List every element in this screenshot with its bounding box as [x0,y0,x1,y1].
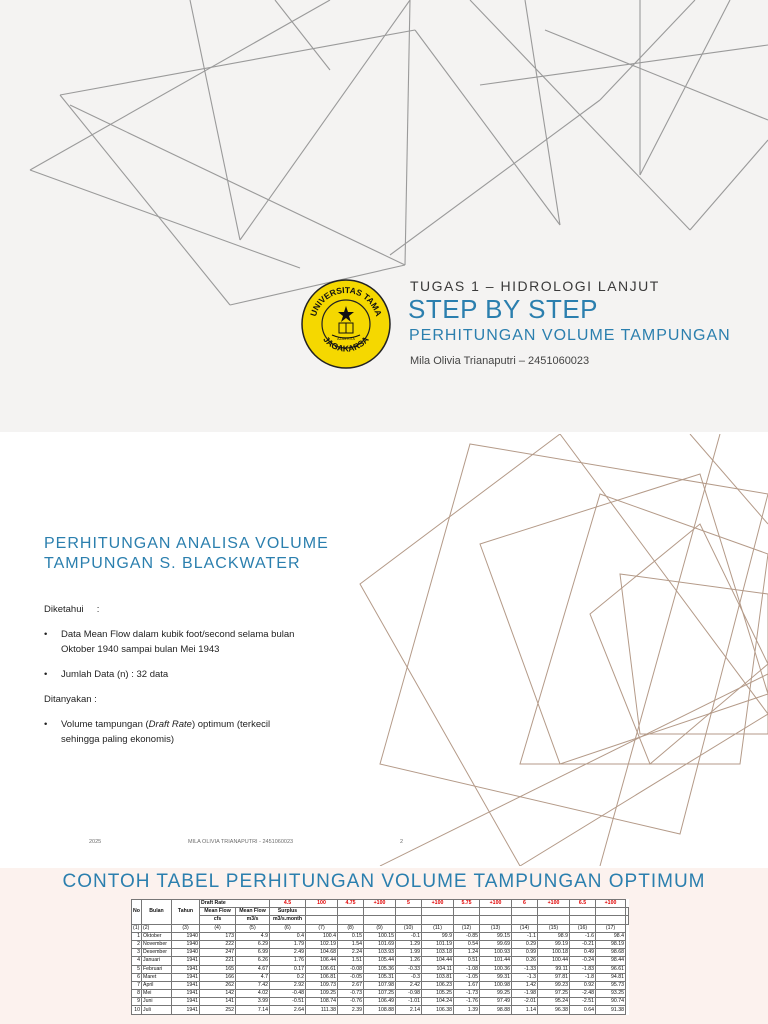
table-cell: -0.73 [338,990,364,998]
index-cell: (15) [538,924,570,932]
table-cell: 104.44 [422,957,454,965]
table-cell: 0.15 [338,932,364,940]
index-cell: (7) [306,924,338,932]
table-row [132,973,629,981]
table-cell: 96.61 [596,965,626,973]
table-cell: 1.42 [512,981,538,989]
table-cell: -0.76 [338,998,364,1006]
draft-rate-value: 4.5 [270,900,306,908]
table-cell: 1.24 [454,949,480,957]
table-cell: 221 [200,957,236,965]
table-cell: 5 [132,965,142,973]
diketahui-label: Diketahui : [44,604,100,615]
table-cell: 1940 [172,932,200,940]
table-cell: 2.39 [338,1006,364,1014]
table-cell: -1.01 [396,998,422,1006]
logo-text-top: UNIVERSITAS TAMA [308,284,384,318]
header-cell: Tahun [172,900,200,925]
logo-text-bottom: JAGAKARSA [321,334,371,354]
table-cell: -0.85 [454,932,480,940]
index-cell: (4) [200,924,236,932]
table-cell: 141 [200,998,236,1006]
table-cell: -0.21 [570,940,596,948]
table-cell: 100.93 [480,949,512,957]
index-cell: (5) [236,924,270,932]
table-cell: -2.01 [512,998,538,1006]
table-cell: 0.4 [270,932,306,940]
table-cell: 8 [132,990,142,998]
table-cell: 100.4 [306,932,338,940]
table-cell: 109.25 [306,990,338,998]
table-cell: 101.69 [364,940,396,948]
table-cell: 2.92 [270,981,306,989]
ditanyakan-label: Ditanyakan : [44,694,97,705]
table-cell: 99.23 [538,981,570,989]
header-cell: Surplus [270,908,306,916]
table-cell: 4.7 [236,973,270,981]
index-cell: (14) [512,924,538,932]
table-cell: -1.08 [454,965,480,973]
table-cell: 100.15 [364,932,396,940]
table-cell: 1941 [172,957,200,965]
table-cell: 101.44 [480,957,512,965]
table-cell: -1.76 [454,998,480,1006]
table-cell: 247 [200,949,236,957]
table-cell: 0.49 [570,949,596,957]
table-cell: 105.36 [364,965,396,973]
slide-title [44,534,364,574]
table-cell: 94.81 [596,973,626,981]
bullet-text-italic: Draft Rate [148,719,192,730]
table-row [132,940,629,948]
table-cell: 98.19 [596,940,626,948]
table-cell: -1.98 [512,990,538,998]
logo-motto: AZAS KITA [337,337,355,341]
table-cell: 4.02 [236,990,270,998]
table-cell: Oktober [142,932,172,940]
table-cell: November [142,940,172,948]
table-cell: 1.79 [270,940,306,948]
university-logo [301,279,391,369]
table-cell: 6.26 [236,957,270,965]
table-cell: 1.99 [396,949,422,957]
index-cell: (3) [172,924,200,932]
table-cell: -1.3 [512,973,538,981]
table-row [132,949,629,957]
table-cell: 3.99 [236,998,270,1006]
table-cell: 1.51 [338,957,364,965]
table-cell: 106.81 [306,973,338,981]
table-row [132,998,629,1006]
table-cell: 105.25 [422,990,454,998]
table-cell: 4.9 [236,932,270,940]
draft-rate-value: 100 [306,900,338,908]
table-cell: 1940 [172,940,200,948]
table-cell: 99.11 [538,965,570,973]
table-cell: 1941 [172,998,200,1006]
table-cell: 103.93 [364,949,396,957]
slide-title-line-2: TAMPUNGAN S. BLACKWATER [44,555,301,572]
slide-body [44,602,304,757]
header-cell: m3/s.month [270,916,306,924]
index-cell: (8) [338,924,364,932]
index-cell: (12) [454,924,480,932]
table-cell: -1.6 [570,932,596,940]
index-cell: (13) [480,924,512,932]
table-cell: 98.88 [480,1006,512,1014]
table-cell: -1.83 [570,965,596,973]
table-cell: 97.49 [480,998,512,1006]
bullet-text: Volume tampungan ( [61,719,149,730]
table-cell: April [142,981,172,989]
table-cell: 99.31 [480,973,512,981]
table-cell: 166 [200,973,236,981]
table-cell: -2.51 [570,998,596,1006]
table-cell: 1940 [172,949,200,957]
index-cell: (1) [132,924,142,932]
draft-rate-value: 6.5 [570,900,596,908]
table-cell: 105.44 [364,957,396,965]
draft-rate-value: +100 [538,900,570,908]
footer-year: 2025 [89,839,102,845]
table-header-row [132,916,629,924]
table-row [132,1006,629,1014]
table-cell: 102.19 [306,940,338,948]
table-cell: 106.23 [422,981,454,989]
table-cell: -1.73 [454,990,480,998]
table-cell: -1.05 [454,973,480,981]
header-cell: Mean Flow [200,908,236,916]
table-cell: 4.67 [236,965,270,973]
header-cell: Mean Flow [236,908,270,916]
table-cell: 0.17 [270,965,306,973]
table-row [132,981,629,989]
table-cell: 2.14 [396,1006,422,1014]
table-cell: Januari [142,957,172,965]
table-cell: 1941 [172,973,200,981]
table-cell: 7.42 [236,981,270,989]
table-cell: 108.74 [306,998,338,1006]
table-cell: 1.29 [396,940,422,948]
table-row [132,932,629,940]
table-cell: -0.05 [338,973,364,981]
table-cell: 99.9 [422,932,454,940]
table-cell: 98.44 [596,957,626,965]
table-cell: 1.67 [454,981,480,989]
table-cell: 2.49 [270,949,306,957]
table-cell: 0.29 [512,940,538,948]
table-cell: 98.9 [538,932,570,940]
table-cell: 2.24 [338,949,364,957]
table-slide [0,868,768,1024]
table-cell: -0.24 [570,957,596,965]
table-cell: -0.3 [396,973,422,981]
table-cell: -0.98 [396,990,422,998]
table-cell: 0.26 [512,957,538,965]
table-cell: 1941 [172,965,200,973]
draft-rate-value: 6 [512,900,538,908]
table-cell: 1.76 [270,957,306,965]
header-cell: No [132,900,142,925]
course-kicker: TUGAS 1 – HIDROLOGI LANJUT [410,278,660,294]
index-cell: (2) [142,924,172,932]
draft-rate-value: +100 [422,900,454,908]
presentation-title: STEP BY STEP [408,294,599,324]
table-cell: 104.24 [422,998,454,1006]
table-cell: Juli [142,1006,172,1014]
table-cell: 1.54 [338,940,364,948]
table-cell: -0.33 [396,965,422,973]
table-cell: 90.74 [596,998,626,1006]
table-cell: 105.31 [364,973,396,981]
table-cell: -0.51 [270,998,306,1006]
index-cell: (6) [270,924,306,932]
table-cell: 98.4 [596,932,626,940]
table-cell: 100.18 [538,949,570,957]
index-cell: (16) [570,924,596,932]
volume-table [131,899,629,1015]
table-cell: 98.68 [596,949,626,957]
draft-rate-value: +100 [596,900,626,908]
table-cell: 97.25 [538,990,570,998]
table-cell: 262 [200,981,236,989]
table-cell: 104.11 [422,965,454,973]
table-cell: 97.81 [538,973,570,981]
table-cell: 173 [200,932,236,940]
table-cell: Mei [142,990,172,998]
analysis-slide [0,434,768,866]
table-cell: 2 [132,940,142,948]
table-cell: 0.51 [454,957,480,965]
table-cell: 6.99 [236,949,270,957]
table-cell: 7 [132,981,142,989]
footer-page-number: 2 [400,839,404,845]
table-cell: 95.24 [538,998,570,1006]
table-cell: 6 [132,973,142,981]
table-cell: Maret [142,973,172,981]
table-cell: -1.33 [512,965,538,973]
table-cell: 1.26 [396,957,422,965]
draft-rate-value: +100 [364,900,396,908]
draft-rate-value: 5 [396,900,422,908]
table-cell: 106.44 [306,957,338,965]
table-cell: 9 [132,998,142,1006]
header-cell: Bulan [142,900,172,925]
slide-title: CONTOH TABEL PERHITUNGAN VOLUME TAMPUNGAN OPTIMUM [62,871,706,892]
table-cell: 1.14 [512,1006,538,1014]
table-cell: 1941 [172,990,200,998]
table-cell: 165 [200,965,236,973]
table-cell: -1.1 [512,932,538,940]
table-cell: 100.36 [480,965,512,973]
table-cell: 99.15 [480,932,512,940]
index-cell: (9) [364,924,396,932]
table-cell: 1941 [172,981,200,989]
draft-rate-value: +100 [480,900,512,908]
table-cell: -0.08 [338,965,364,973]
table-cell: -0.1 [396,932,422,940]
header-cell: Draft Rate [200,900,270,908]
table-header-row [132,908,629,916]
table-cell: 6.29 [236,940,270,948]
index-cell: (10) [396,924,422,932]
column-index-row [132,924,629,932]
table-cell: 95.73 [596,981,626,989]
table-cell: 109.73 [306,981,338,989]
table-cell: 111.38 [306,1006,338,1014]
slide-title-line-1: PERHITUNGAN ANALISA VOLUME [44,535,329,552]
index-cell: (11) [422,924,454,932]
title-slide [0,0,768,432]
table-cell: 103.18 [422,949,454,957]
table-cell: 0.99 [512,949,538,957]
table-cell: 1941 [172,1006,200,1014]
table-cell: 108.88 [364,1006,396,1014]
table-cell: 106.61 [306,965,338,973]
table-cell: 2.64 [270,1006,306,1014]
table-cell: 101.19 [422,940,454,948]
table-cell: 142 [200,990,236,998]
table-cell: 104.68 [306,949,338,957]
index-cell: (17) [596,924,626,932]
table-cell: 222 [200,940,236,948]
table-cell: 2.42 [396,981,422,989]
draft-rate-value: 5.75 [454,900,480,908]
table-cell: 107.98 [364,981,396,989]
table-cell: 93.25 [596,990,626,998]
bullet-jumlah-data: • Jumlah Data (n) : 32 data [44,667,304,682]
table-cell: 7.14 [236,1006,270,1014]
table-cell: 0.2 [270,973,306,981]
table-cell: 0.92 [570,981,596,989]
table-cell: 10 [132,1006,142,1014]
bullet-text-end: ) optimum (terkecil sehingga paling ekonomis) [61,719,271,745]
bullet-volume-tampungan [44,717,304,747]
header-cell: m3/s [236,916,270,924]
bullet-mean-flow: • Data Mean Flow dalam kubik foot/second selama bulan Oktober 1940 sampai bulan Mei 1943 [44,627,304,657]
author-line: Mila Olivia Trianaputri – 2451060023 [410,355,590,367]
table-cell: 100.44 [538,957,570,965]
table-cell: 99.25 [480,990,512,998]
table-header-row [132,900,629,908]
table-cell: 252 [200,1006,236,1014]
table-cell: 1 [132,932,142,940]
table-cell: 107.25 [364,990,396,998]
table-cell: 103.81 [422,973,454,981]
table-cell: Juni [142,998,172,1006]
table-cell: 1.39 [454,1006,480,1014]
table-cell: -1.8 [570,973,596,981]
table-cell: 100.98 [480,981,512,989]
table-cell: 2.67 [338,981,364,989]
table-cell: 3 [132,949,142,957]
table-cell: 4 [132,957,142,965]
header-cell: cfs [200,916,236,924]
table-cell: 0.64 [570,1006,596,1014]
table-cell: 106.38 [422,1006,454,1014]
table-cell: 96.38 [538,1006,570,1014]
table-cell: Desember [142,949,172,957]
table-row [132,965,629,973]
draft-rate-value: 4.75 [338,900,364,908]
table-cell: -2.48 [570,990,596,998]
table-row [132,957,629,965]
table-cell: -0.48 [270,990,306,998]
table-row [132,990,629,998]
table-cell: 0.54 [454,940,480,948]
footer-author: MILA OLIVIA TRIANAPUTRI - 2451060023 [188,839,294,845]
table-cell: 99.69 [480,940,512,948]
table-cell: 99.19 [538,940,570,948]
presentation-subtitle: PERHITUNGAN VOLUME TAMPUNGAN [409,327,731,344]
table-cell: 91.38 [596,1006,626,1014]
table-cell: Februari [142,965,172,973]
table-cell: 106.49 [364,998,396,1006]
